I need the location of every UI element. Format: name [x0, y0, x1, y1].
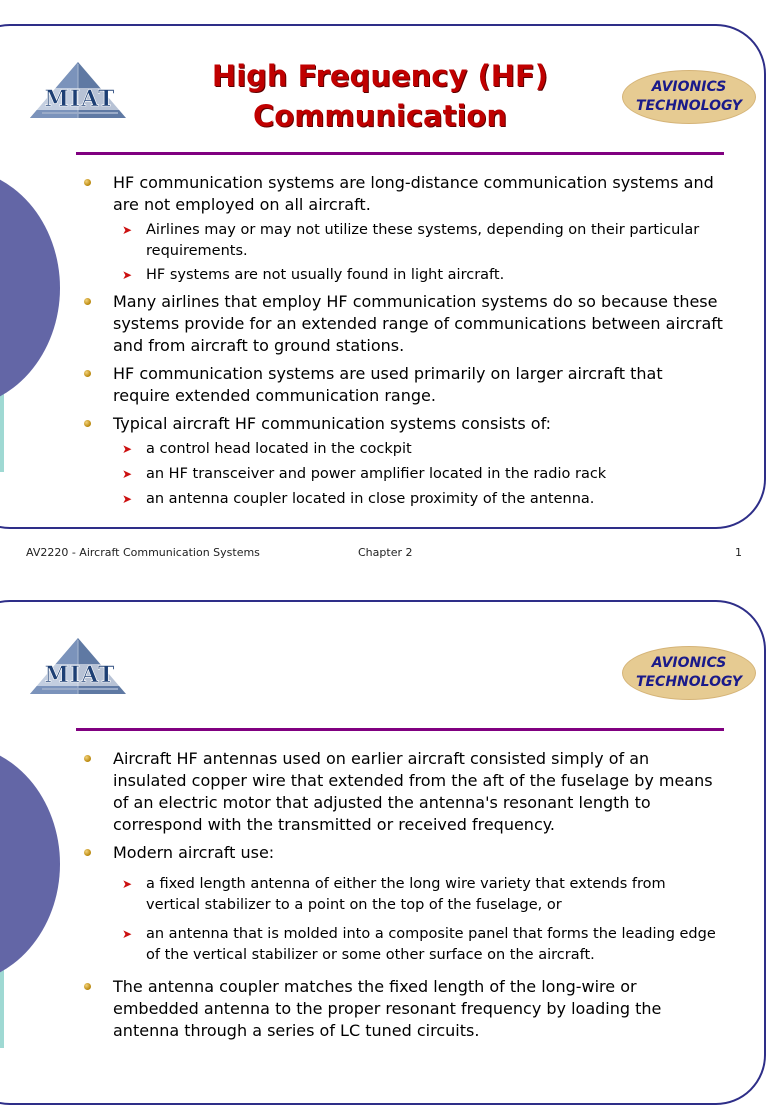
logo-wordmark: MIAT: [44, 86, 116, 112]
footer-course: AV2220 - Aircraft Communication Systems: [26, 546, 260, 559]
bullet-text: Many airlines that employ HF communication systems do so because these systems provide for an extended range of communications between aircraft and from aircraft to ground stations.: [113, 292, 723, 355]
avionics-technology-badge: [622, 70, 756, 124]
sub-bullet-text: Airlines may or may not utilize these systems, depending on their particular requirements.: [146, 222, 700, 259]
bullet-text: Aircraft HF antennas used on earlier aircraft consisted simply of an insulated copper wire that extended from the aft of the fuselage by means of an electric motor that adjusted the antenna's resonant length to correspond with the transmitted or received frequency.: [113, 749, 713, 834]
bullet-text: HF communication systems are long-distance communication systems and are not employed on all aircraft.: [113, 173, 714, 214]
logo-wordmark: MIAT: [44, 662, 116, 688]
arrow-bullet-icon: ➤: [122, 268, 133, 282]
slide-1: [0, 24, 768, 532]
sub-bullet-item: [84, 265, 724, 286]
bullet-text: Modern aircraft use:: [113, 843, 275, 862]
sub-bullet-item: [84, 464, 724, 485]
arrow-bullet-icon: ➤: [122, 927, 133, 941]
slide-title-line2: Communication: [252, 99, 507, 133]
sub-bullet-item: [84, 874, 724, 916]
bullet-text: The antenna coupler matches the fixed length of the long-wire or embedded antenna to the proper resonant frequency by loading the antenna through a series of LC tuned circuits.: [113, 977, 662, 1040]
slide-2-body: [84, 748, 724, 1042]
slide-1-body: [84, 172, 724, 510]
sub-bullet-text: HF systems are not usually found in light aircraft.: [146, 267, 505, 283]
sub-bullet-text: a control head located in the cockpit: [146, 441, 412, 457]
arrow-bullet-icon: ➤: [122, 223, 133, 237]
bullet-item: [84, 413, 724, 435]
arrow-bullet-icon: ➤: [122, 877, 133, 891]
slide-2: [0, 600, 768, 1040]
title-divider: [76, 152, 724, 155]
bullet-icon: [84, 849, 91, 856]
avionics-technology-badge: [622, 646, 756, 700]
bullet-icon: [84, 370, 91, 377]
bullet-icon: [84, 179, 91, 186]
sub-bullet-item: [84, 220, 724, 262]
sub-bullet-item: [84, 439, 724, 460]
sub-bullet-text: an HF transceiver and power amplifier located in the radio rack: [146, 466, 607, 482]
badge-line1: AVIONICS: [651, 655, 727, 671]
bullet-icon: [84, 983, 91, 990]
badge-line2: TECHNOLOGY: [635, 98, 743, 114]
footer-chapter: Chapter 2: [358, 546, 413, 559]
badge-line1: AVIONICS: [651, 79, 727, 95]
sub-bullet-text: an antenna coupler located in close proximity of the antenna.: [146, 491, 595, 507]
bullet-item: [84, 363, 724, 407]
slide-title-line1: High Frequency (HF): [211, 59, 549, 93]
bullet-item: [84, 291, 724, 357]
sub-bullet-item: [84, 489, 724, 510]
bullet-icon: [84, 420, 91, 427]
bullet-icon: [84, 755, 91, 762]
sub-bullet-text: a fixed length antenna of either the long wire variety that extends from vertical stabilizer to a point on the top of the fuselage, or: [146, 876, 666, 913]
arrow-bullet-icon: ➤: [122, 467, 133, 481]
sub-bullet-text: an antenna that is molded into a composite panel that forms the leading edge of the vertical stabilizer or some other surface on the aircraft.: [146, 926, 716, 963]
bullet-icon: [84, 298, 91, 305]
bullet-text: Typical aircraft HF communication systems consists of:: [113, 414, 552, 433]
arrow-bullet-icon: ➤: [122, 442, 133, 456]
footer-page-number: 1: [735, 546, 742, 559]
bullet-item: [84, 842, 724, 864]
slide-title: [170, 56, 590, 136]
badge-line2: TECHNOLOGY: [635, 674, 743, 690]
bullet-text: HF communication systems are used primarily on larger aircraft that require extended communication range.: [113, 364, 663, 405]
arrow-bullet-icon: ➤: [122, 492, 133, 506]
title-divider: [76, 728, 724, 731]
miat-logo: [26, 636, 134, 698]
sub-bullet-item: [84, 924, 724, 966]
bullet-item: [84, 748, 724, 836]
bullet-item: [84, 976, 724, 1042]
bullet-item: [84, 172, 724, 216]
miat-logo: [26, 60, 134, 122]
